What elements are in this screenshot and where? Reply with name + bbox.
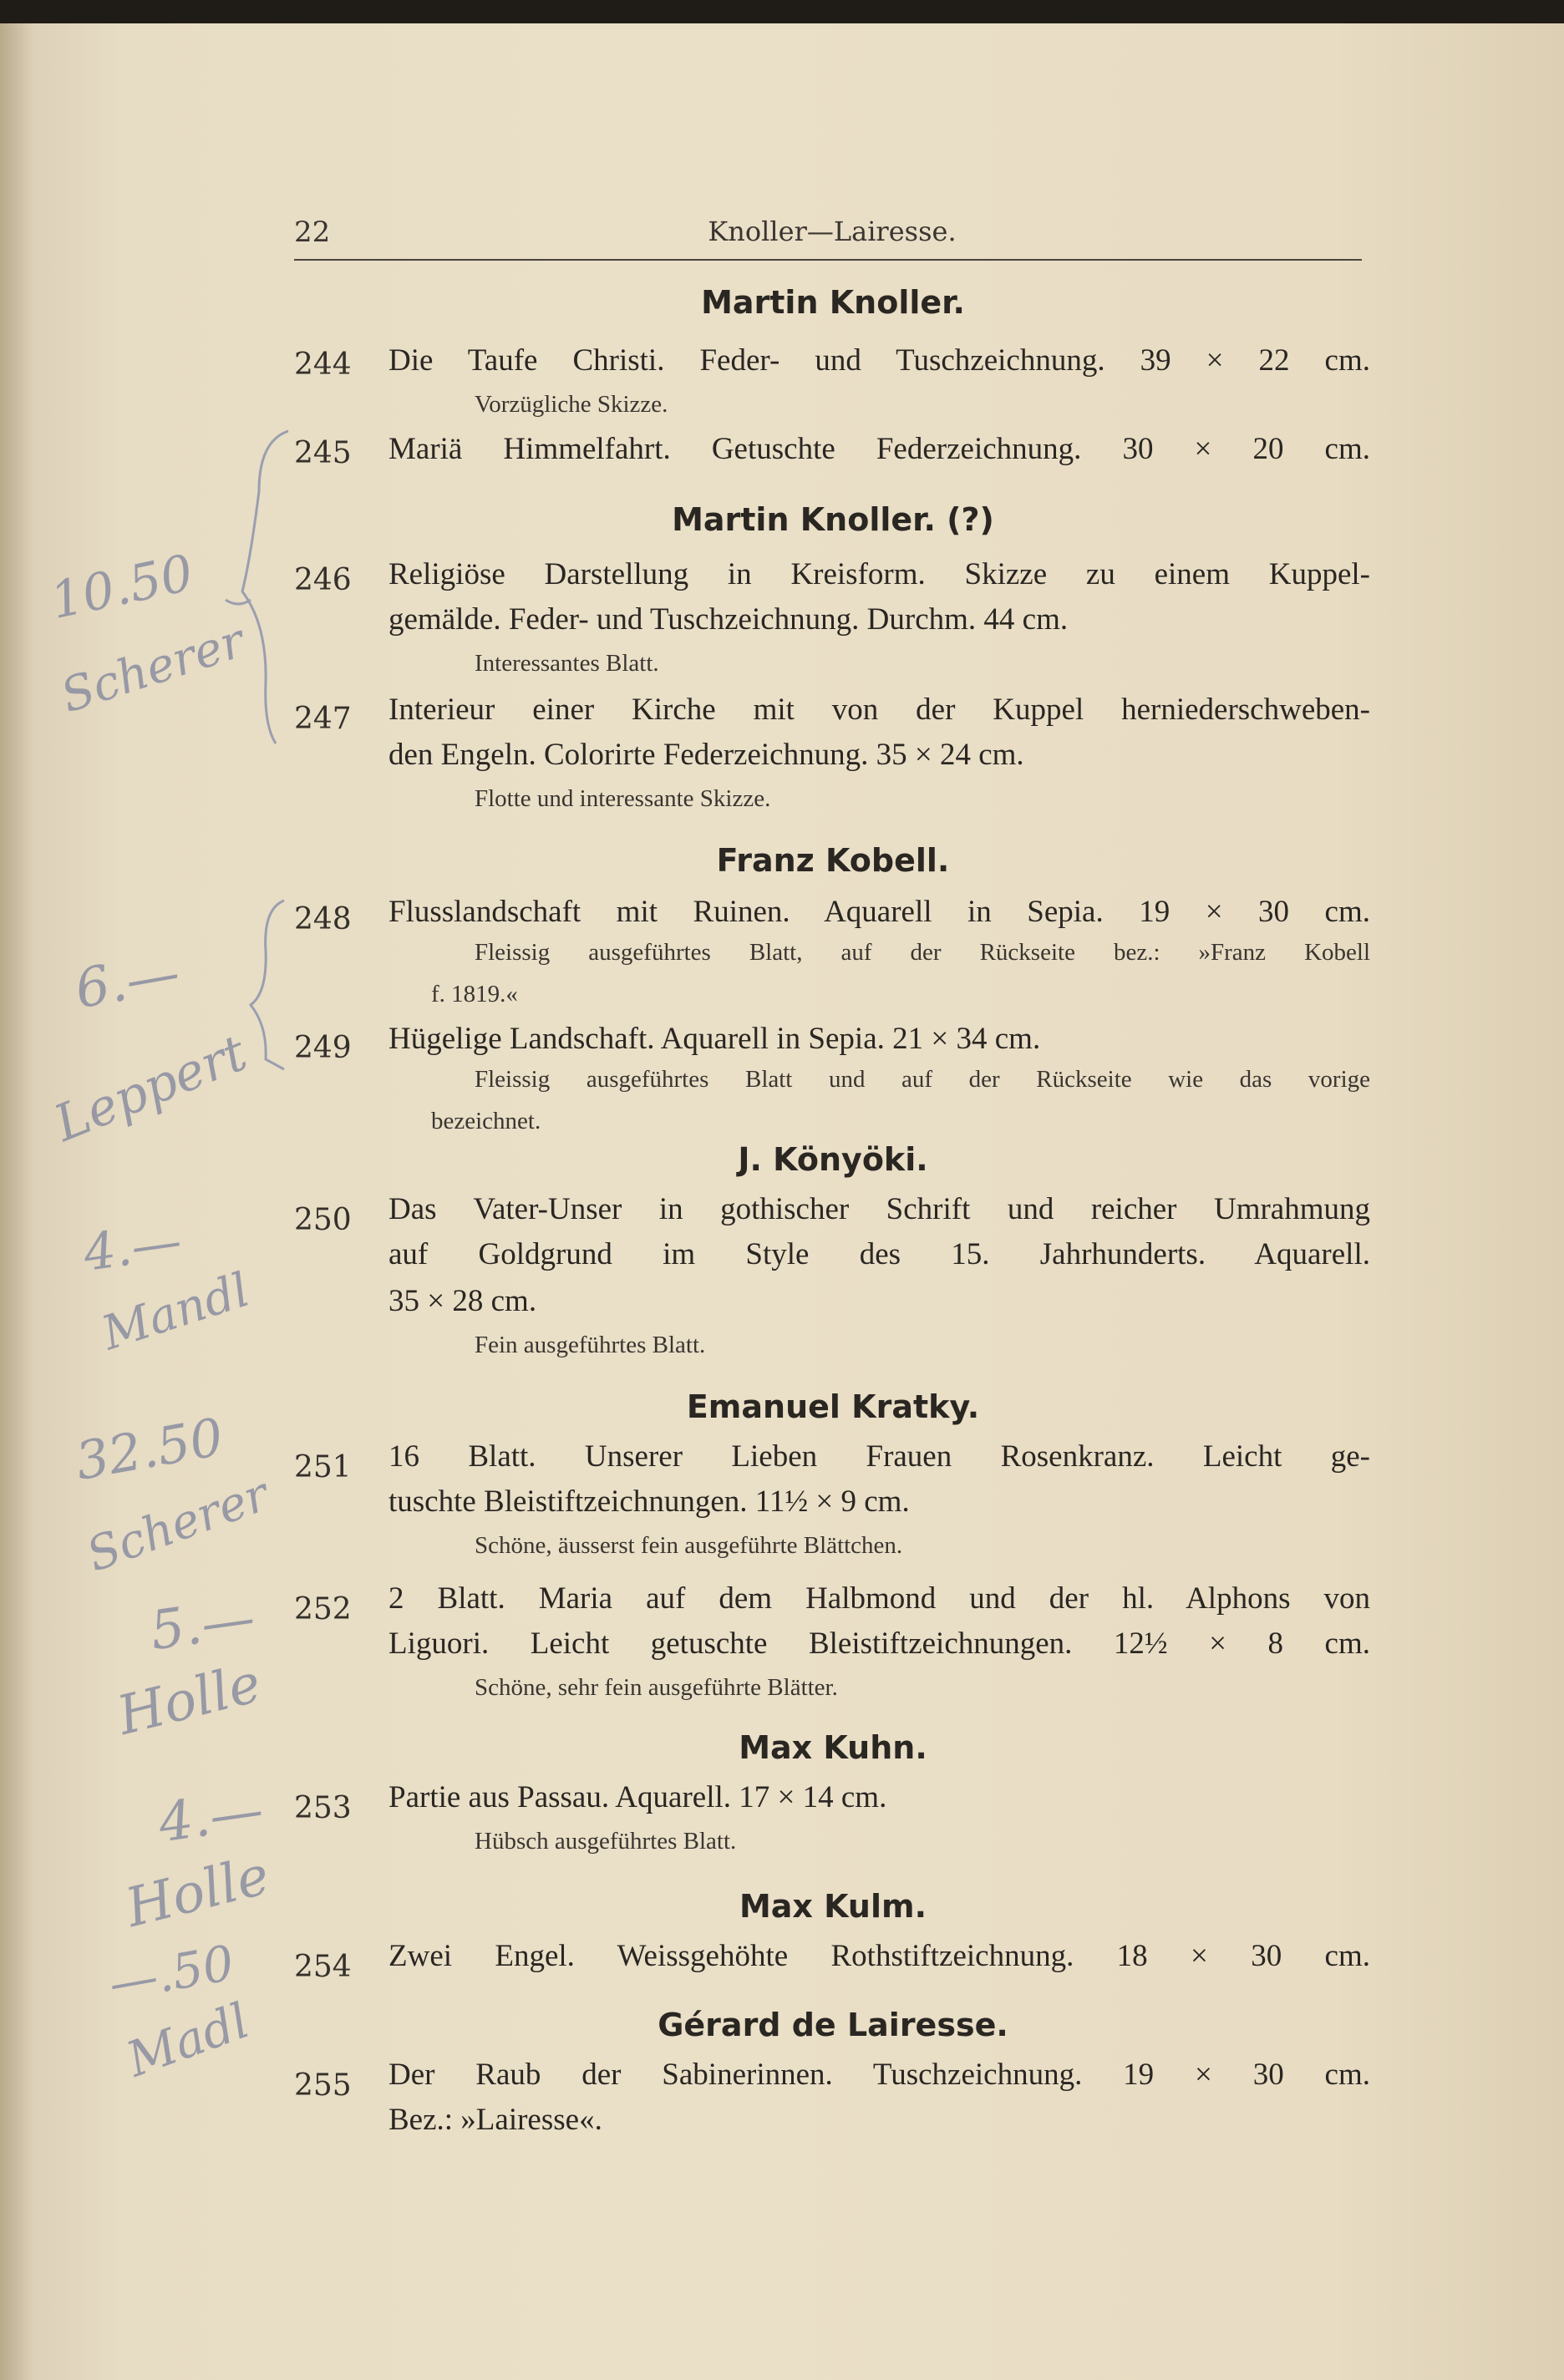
lot-description: Religiöse Darstellung in Kreisform. Skizze zu einem Kuppel- xyxy=(388,557,1370,591)
lot-description: Interieur einer Kirche mit von der Kuppel herniederschweben- xyxy=(388,693,1370,727)
lot-description: Mariä Himmelfahrt. Getuschte Federzeichnung. 30 × 20 cm. xyxy=(388,432,1370,466)
lot-note: Interessantes Blatt. xyxy=(475,650,659,677)
artist-heading: Franz Kobell. xyxy=(716,842,950,879)
lot-number: 250 xyxy=(294,1203,352,1237)
pencil-buyer-note: Scherer xyxy=(79,1467,276,1583)
pencil-price-note: 4.— xyxy=(155,1779,267,1855)
lot-description: Das Vater-Unser in gothischer Schrift und reicher Umrahmung xyxy=(388,1192,1370,1226)
lot-number: 254 xyxy=(294,1950,352,1984)
lot-description: Hügelige Landschaft. Aquarell in Sepia. 21 × 34 cm. xyxy=(388,1022,1041,1056)
pencil-buyer-note: Holle xyxy=(111,1652,267,1748)
lot-description: auf Goldgrund im Style des 15. Jahrhunderts. Aquarell. xyxy=(388,1237,1370,1271)
pencil-buyer-note: Leppert xyxy=(46,1023,255,1154)
lot-number: 249 xyxy=(294,1031,352,1065)
lot-description: tuschte Bleistiftzeichnungen. 11½ × 9 cm. xyxy=(388,1484,910,1519)
lot-description: gemälde. Feder- und Tuschzeichnung. Durchm. 44 cm. xyxy=(388,602,1069,637)
lot-number: 245 xyxy=(294,436,352,470)
lot-description: Zwei Engel. Weissgehöhte Rothstiftzeichnung. 18 × 30 cm. xyxy=(388,1939,1370,1973)
pencil-buyer-note: Madl xyxy=(119,1992,256,2088)
lot-note: Hübsch ausgeführtes Blatt. xyxy=(475,1828,737,1855)
pencil-price-note: 4.— xyxy=(79,1211,185,1283)
lot-note-continued: bezeichnet. xyxy=(431,1108,541,1134)
lot-description: 35 × 28 cm. xyxy=(388,1284,537,1318)
lot-note: Fein ausgeführtes Blatt. xyxy=(475,1332,706,1358)
artist-heading: Max Kuhn. xyxy=(739,1729,927,1766)
lot-note: Schöne, äusserst fein ausgeführte Blättchen. xyxy=(475,1532,903,1559)
lot-number: 246 xyxy=(294,563,352,597)
pencil-price-note: 6.— xyxy=(70,941,185,1022)
artist-heading: Emanuel Kratky. xyxy=(686,1388,980,1425)
lot-description: Die Taufe Christi. Feder- und Tuschzeichnung. 39 × 22 cm. xyxy=(388,343,1370,378)
lot-number: 253 xyxy=(294,1791,352,1825)
artist-heading: Martin Knoller. xyxy=(701,284,965,321)
lot-number: 252 xyxy=(294,1592,352,1626)
pencil-price-note: 10.50 xyxy=(45,543,199,632)
lot-number: 248 xyxy=(294,902,352,936)
artist-heading: Martin Knoller. (?) xyxy=(672,501,994,538)
lot-description: Liguori. Leicht getuschte Bleistiftzeichnungen. 12½ × 8 cm. xyxy=(388,1626,1370,1661)
lot-description: 2 Blatt. Maria auf dem Halbmond und der hl. Alphons von xyxy=(388,1581,1370,1616)
lot-description: 16 Blatt. Unserer Lieben Frauen Rosenkranz. Leicht ge- xyxy=(388,1439,1370,1474)
lot-description: Partie aus Passau. Aquarell. 17 × 14 cm. xyxy=(388,1780,887,1814)
artist-heading: J. Könyöki. xyxy=(738,1141,928,1178)
lot-note: Schöne, sehr fein ausgeführte Blätter. xyxy=(475,1674,838,1701)
lot-description: Bez.: »Lairesse«. xyxy=(388,2103,602,2137)
pencil-price-note: 5.— xyxy=(146,1586,259,1663)
pencil-price-note: 32.50 xyxy=(71,1406,228,1492)
lot-description: Flusslandschaft mit Ruinen. Aquarell in Sepia. 19 × 30 cm. xyxy=(388,895,1370,929)
artist-heading: Max Kulm. xyxy=(739,1888,927,1925)
pencil-buyer-note: Mandl xyxy=(95,1262,256,1362)
page-number: 22 xyxy=(294,216,331,249)
lot-note-continued: f. 1819.« xyxy=(431,981,518,1007)
lot-number: 251 xyxy=(294,1450,352,1484)
lot-number: 255 xyxy=(294,2068,352,2103)
pencil-buyer-note: Holle xyxy=(119,1845,276,1940)
lot-note: Vorzügliche Skizze. xyxy=(475,391,668,418)
pencil-buyer-note: Scherer xyxy=(54,613,251,724)
lot-number: 244 xyxy=(294,348,352,382)
catalogue-page xyxy=(0,23,1564,2380)
lot-description: Der Raub der Sabinerinnen. Tuschzeichnung. 19 × 30 cm. xyxy=(388,2058,1370,2092)
lot-description: den Engeln. Colorirte Federzeichnung. 35 × 24 cm. xyxy=(388,738,1024,772)
artist-heading: Gérard de Lairesse. xyxy=(658,2007,1008,2043)
lot-note: Fleissig ausgeführtes Blatt, auf der Rückseite bez.: »Franz Kobell xyxy=(475,939,1370,966)
pencil-price-note: —.50 xyxy=(104,1934,239,2012)
lot-note: Flotte und interessante Skizze. xyxy=(475,785,771,812)
lot-note: Fleissig ausgeführtes Blatt und auf der Rückseite wie das vorige xyxy=(475,1066,1370,1093)
lot-number: 247 xyxy=(294,702,352,736)
running-title: Knoller—Lairesse. xyxy=(708,216,957,247)
